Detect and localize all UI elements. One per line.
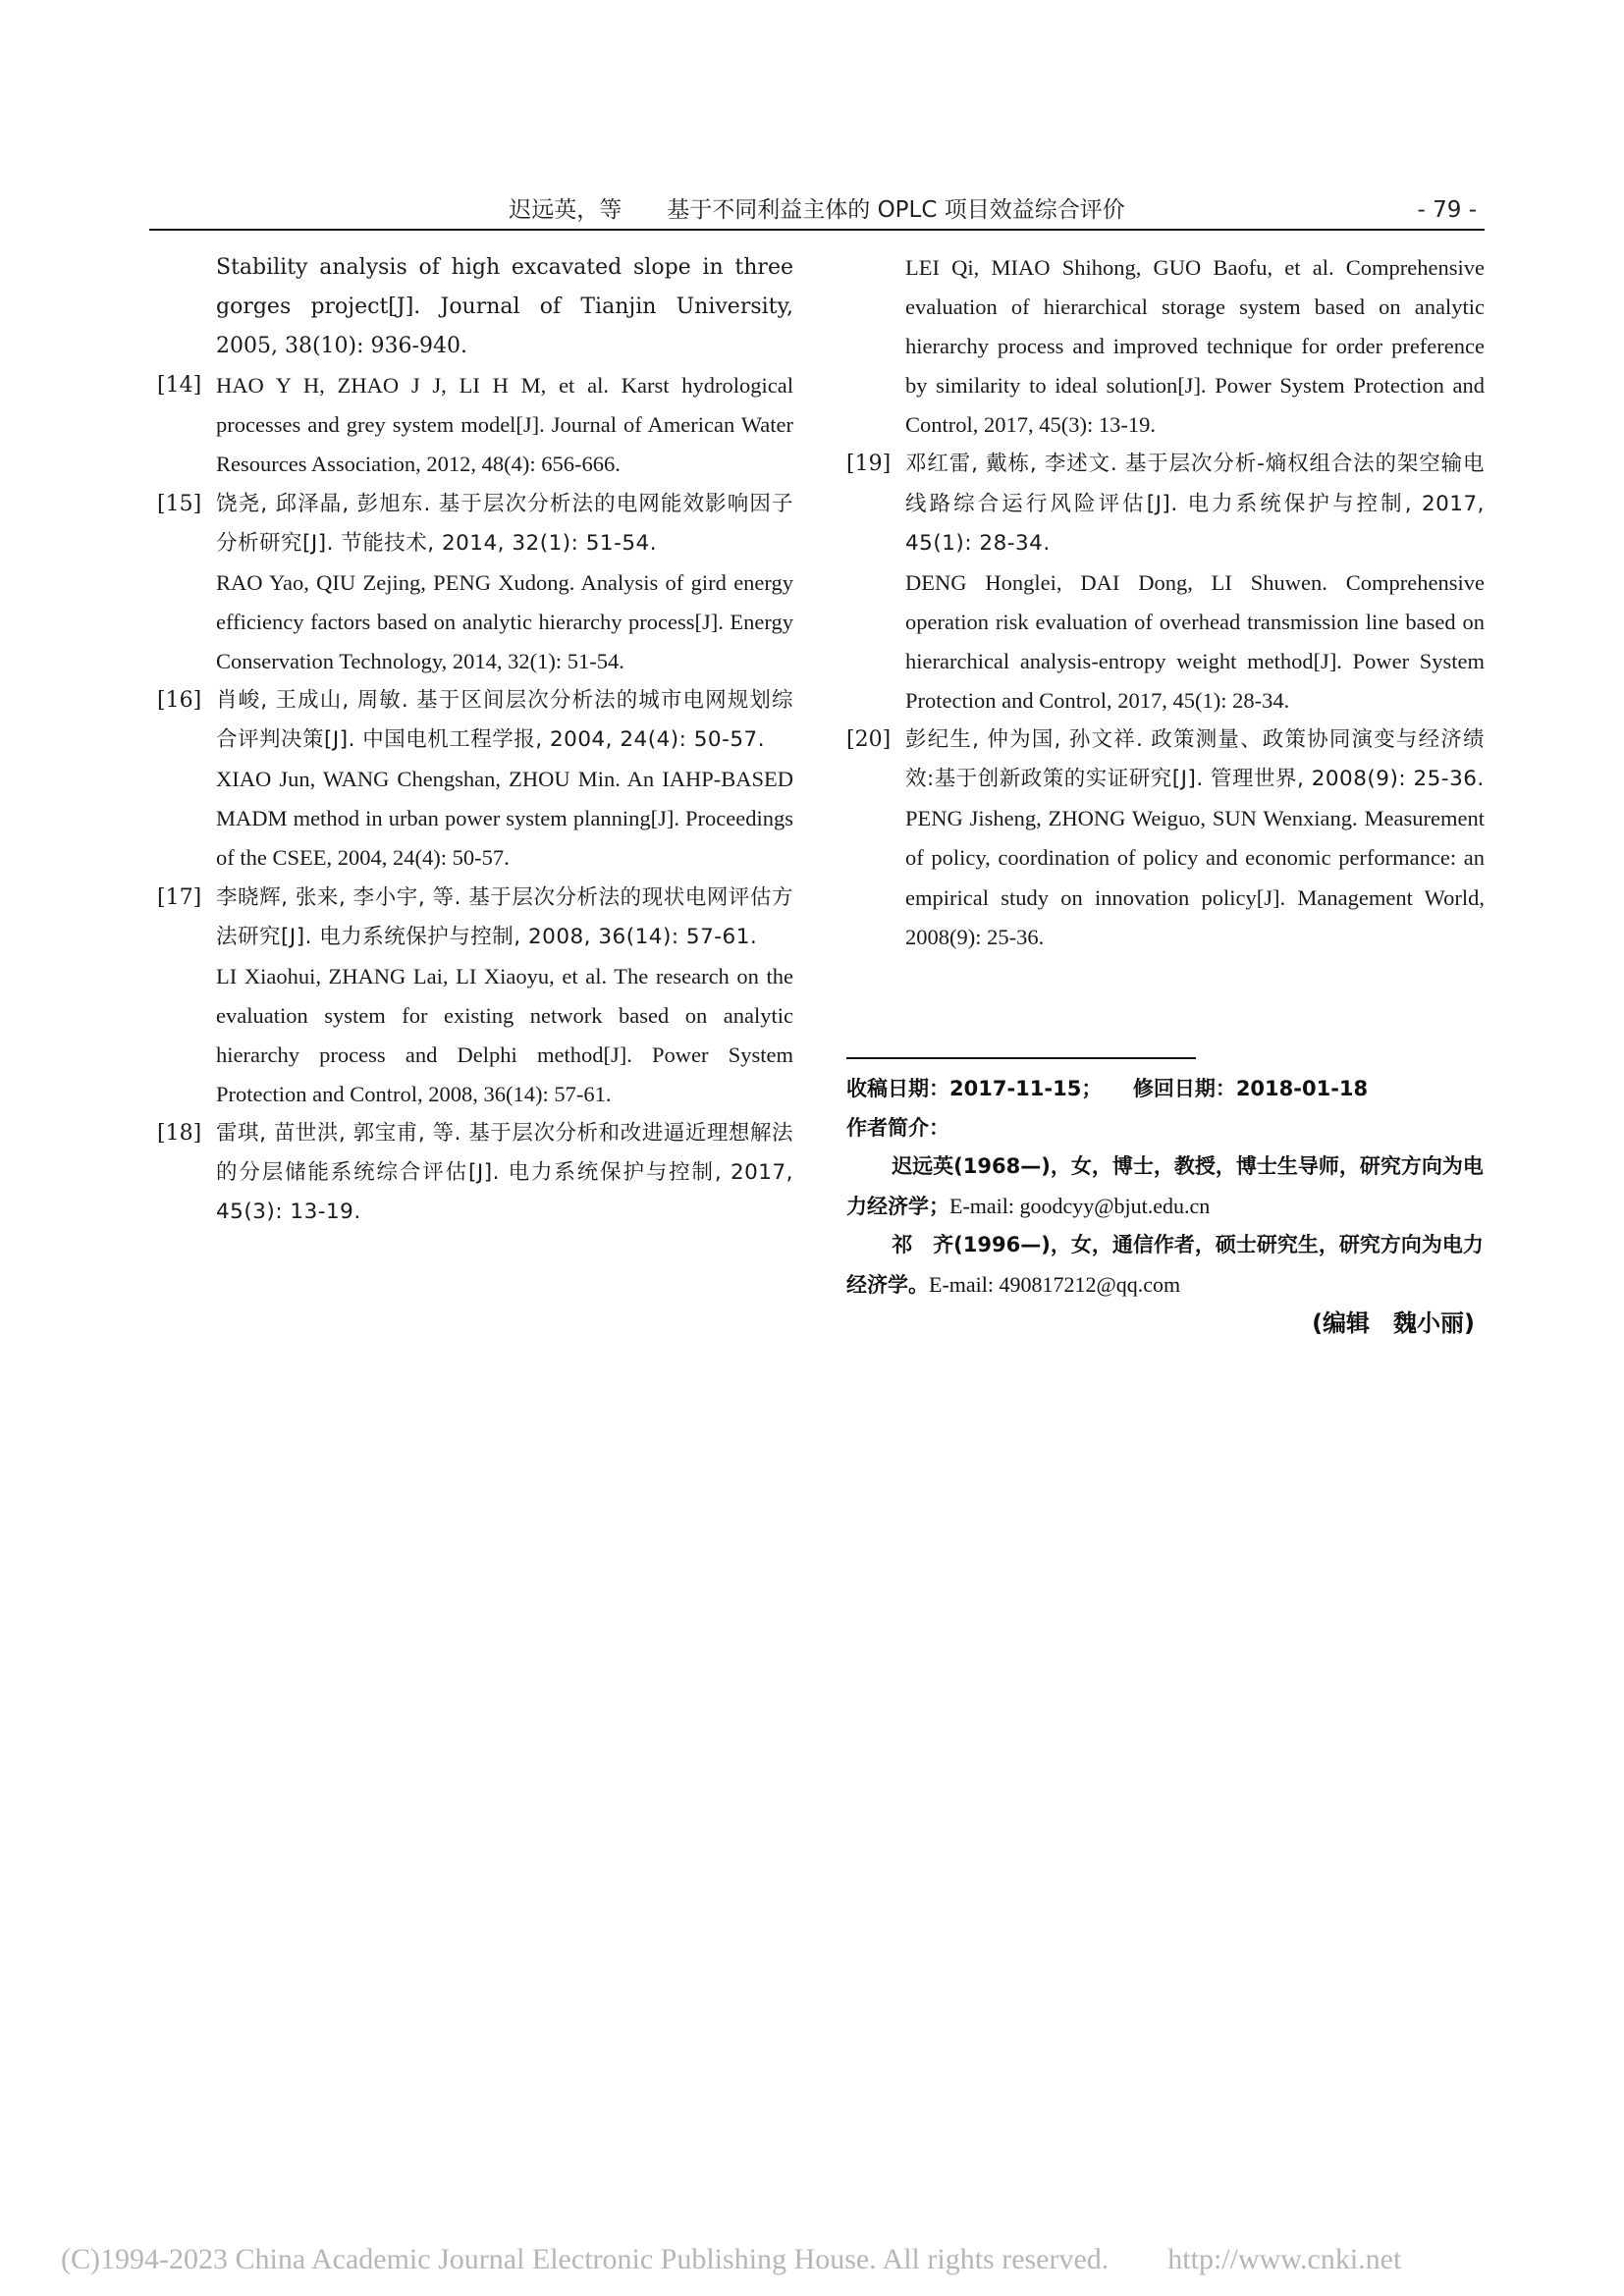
reference-number: [17] [157,884,202,910]
reference-item [157,681,793,878]
reference-number: [18] [157,1121,202,1147]
author-email: E-mail: goodcyy@bjut.edu.cn [949,1193,1211,1218]
footnote-rule [846,1057,1196,1059]
header-title: 迟远英，等 基于不同利益主体的 OPLC 项目效益综合评价 [509,197,1125,223]
article-info [846,1070,1485,1344]
author-bio-text: 迟远英(1968—)，女，博士，教授，博士生导师，研究方向为电力经济学； [846,1154,1484,1218]
running-header [149,193,1485,227]
reference-number: [19] [846,452,892,477]
author-email: E-mail: 490817212@qq.com [929,1271,1181,1297]
reference-number: [14] [157,373,202,399]
reference-number: [20] [846,727,892,753]
reference-text-cn: 雷琪, 苗世洪, 郭宝甫, 等. 基于层次分析和改进逼近理想解法的分层储能系统综合评估[J]. 电力系统保护与控制, 2017, 45(3): 13-19. [216,1121,793,1225]
reference-number: [16] [157,688,202,714]
reference-text-cn: 彭纪生, 仲为国, 孙文祥. 政策测量、政策协同演变与经济绩效:基于创新政策的实证研究[J]. 管理世界, 2008(9): 25-36. [905,727,1485,792]
right-column [846,248,1485,957]
ref-13-continuation: Stability analysis of high excavated slope in three gorges project[J]. Journal of Tianjin University, 2005, 38(10): 936-940. [216,255,793,359]
page-number: - 79 - [1417,197,1477,223]
authors-heading: 作者简介： [846,1115,949,1140]
copyright-watermark: (C)1994-2023 China Academic Journal Electronic Publishing House. All rights reserved. http://www.cnki.net [61,2243,1402,2275]
reference-text-en: HAO Y H, ZHAO J J, LI H M, et al. Karst hydrological processes and grey system model[J]. Journal of American Water Resources Association, 2012, 48(4): 656-666. [216,373,793,477]
reference-item [157,366,793,484]
reference-text-en: DENG Honglei, DAI Dong, LI Shuwen. Comprehensive operation risk evaluation of overhead transmission line based on hierarchical analysis-entropy weight method[J]. Power System Protection and Control, 2017, 45(1): 28-34. [905,569,1485,714]
reference-text-cn: 肖峻, 王成山, 周敏. 基于区间层次分析法的城市电网规划综合评判决策[J]. 中国电机工程学报, 2004, 24(4): 50-57. [216,688,793,753]
reference-item [157,485,793,681]
editor-credit: (编辑 魏小丽) [1312,1309,1475,1337]
reference-item [157,879,793,1115]
reference-number: [15] [157,491,202,516]
header-rule [149,229,1485,231]
left-column [157,248,793,1232]
reference-text-cn: 李晓辉, 张来, 李小宇, 等. 基于层次分析法的现状电网评估方法研究[J]. 电力系统保护与控制, 2008, 36(14): 57-61. [216,884,793,949]
ref-18-continuation: LEI Qi, MIAO Shihong, GUO Baofu, et al. Comprehensive evaluation of hierarchical storage system based on analytic hierarchy process and improved technique for order preference by similarity to ideal solution[J]. Power System Protection and Control, 2017, 45(3): 13-19. [905,255,1485,438]
reference-text-en: RAO Yao, QIU Zejing, PENG Xudong. Analysis of gird energy efficiency factors based on analytic hierarchy process[J]. Energy Conservation Technology, 2014, 32(1): 51-54. [216,569,793,673]
reference-text-cn: 邓红雷, 戴栋, 李述文. 基于层次分析-熵权组合法的架空输电线路综合运行风险评估[J]. 电力系统保护与控制, 2017, 45(1): 28-34. [905,452,1485,556]
reference-text-cn: 饶尧, 邱泽晶, 彭旭东. 基于层次分析法的电网能效影响因子分析研究[J]. 节能技术, 2014, 32(1): 51-54. [216,491,793,556]
author-bio-text: 祁 齐(1996—)，女，通信作者，硕士研究生，研究方向为电力经济学。 [846,1233,1484,1297]
reference-text-en: XIAO Jun, WANG Chengshan, ZHOU Min. An IAHP-BASED MADM method in urban power system planning[J]. Proceedings of the CSEE, 2004, 24(4): 50-57. [216,767,793,871]
author-bio [846,1226,1485,1305]
author-bio [846,1148,1485,1226]
received-revised-dates: 收稿日期：2017-11-15； 修回日期：2018-01-18 [846,1077,1369,1100]
reference-item [157,1114,793,1232]
reference-text-en: LI Xiaohui, ZHANG Lai, LI Xiaoyu, et al. The research on the evaluation system for existing network based on analytic hierarchy process and Delphi method[J]. Power System Protection and Control, 2008, 36(14): 57-61. [216,963,793,1106]
reference-item [846,721,1485,957]
reference-item [846,445,1485,721]
reference-text-en: PENG Jisheng, ZHONG Weiguo, SUN Wenxiang. Measurement of policy, coordination of policy and economic performance: an empirical study on innovation policy[J]. Management World, 2008(9): 25-36. [905,806,1485,949]
